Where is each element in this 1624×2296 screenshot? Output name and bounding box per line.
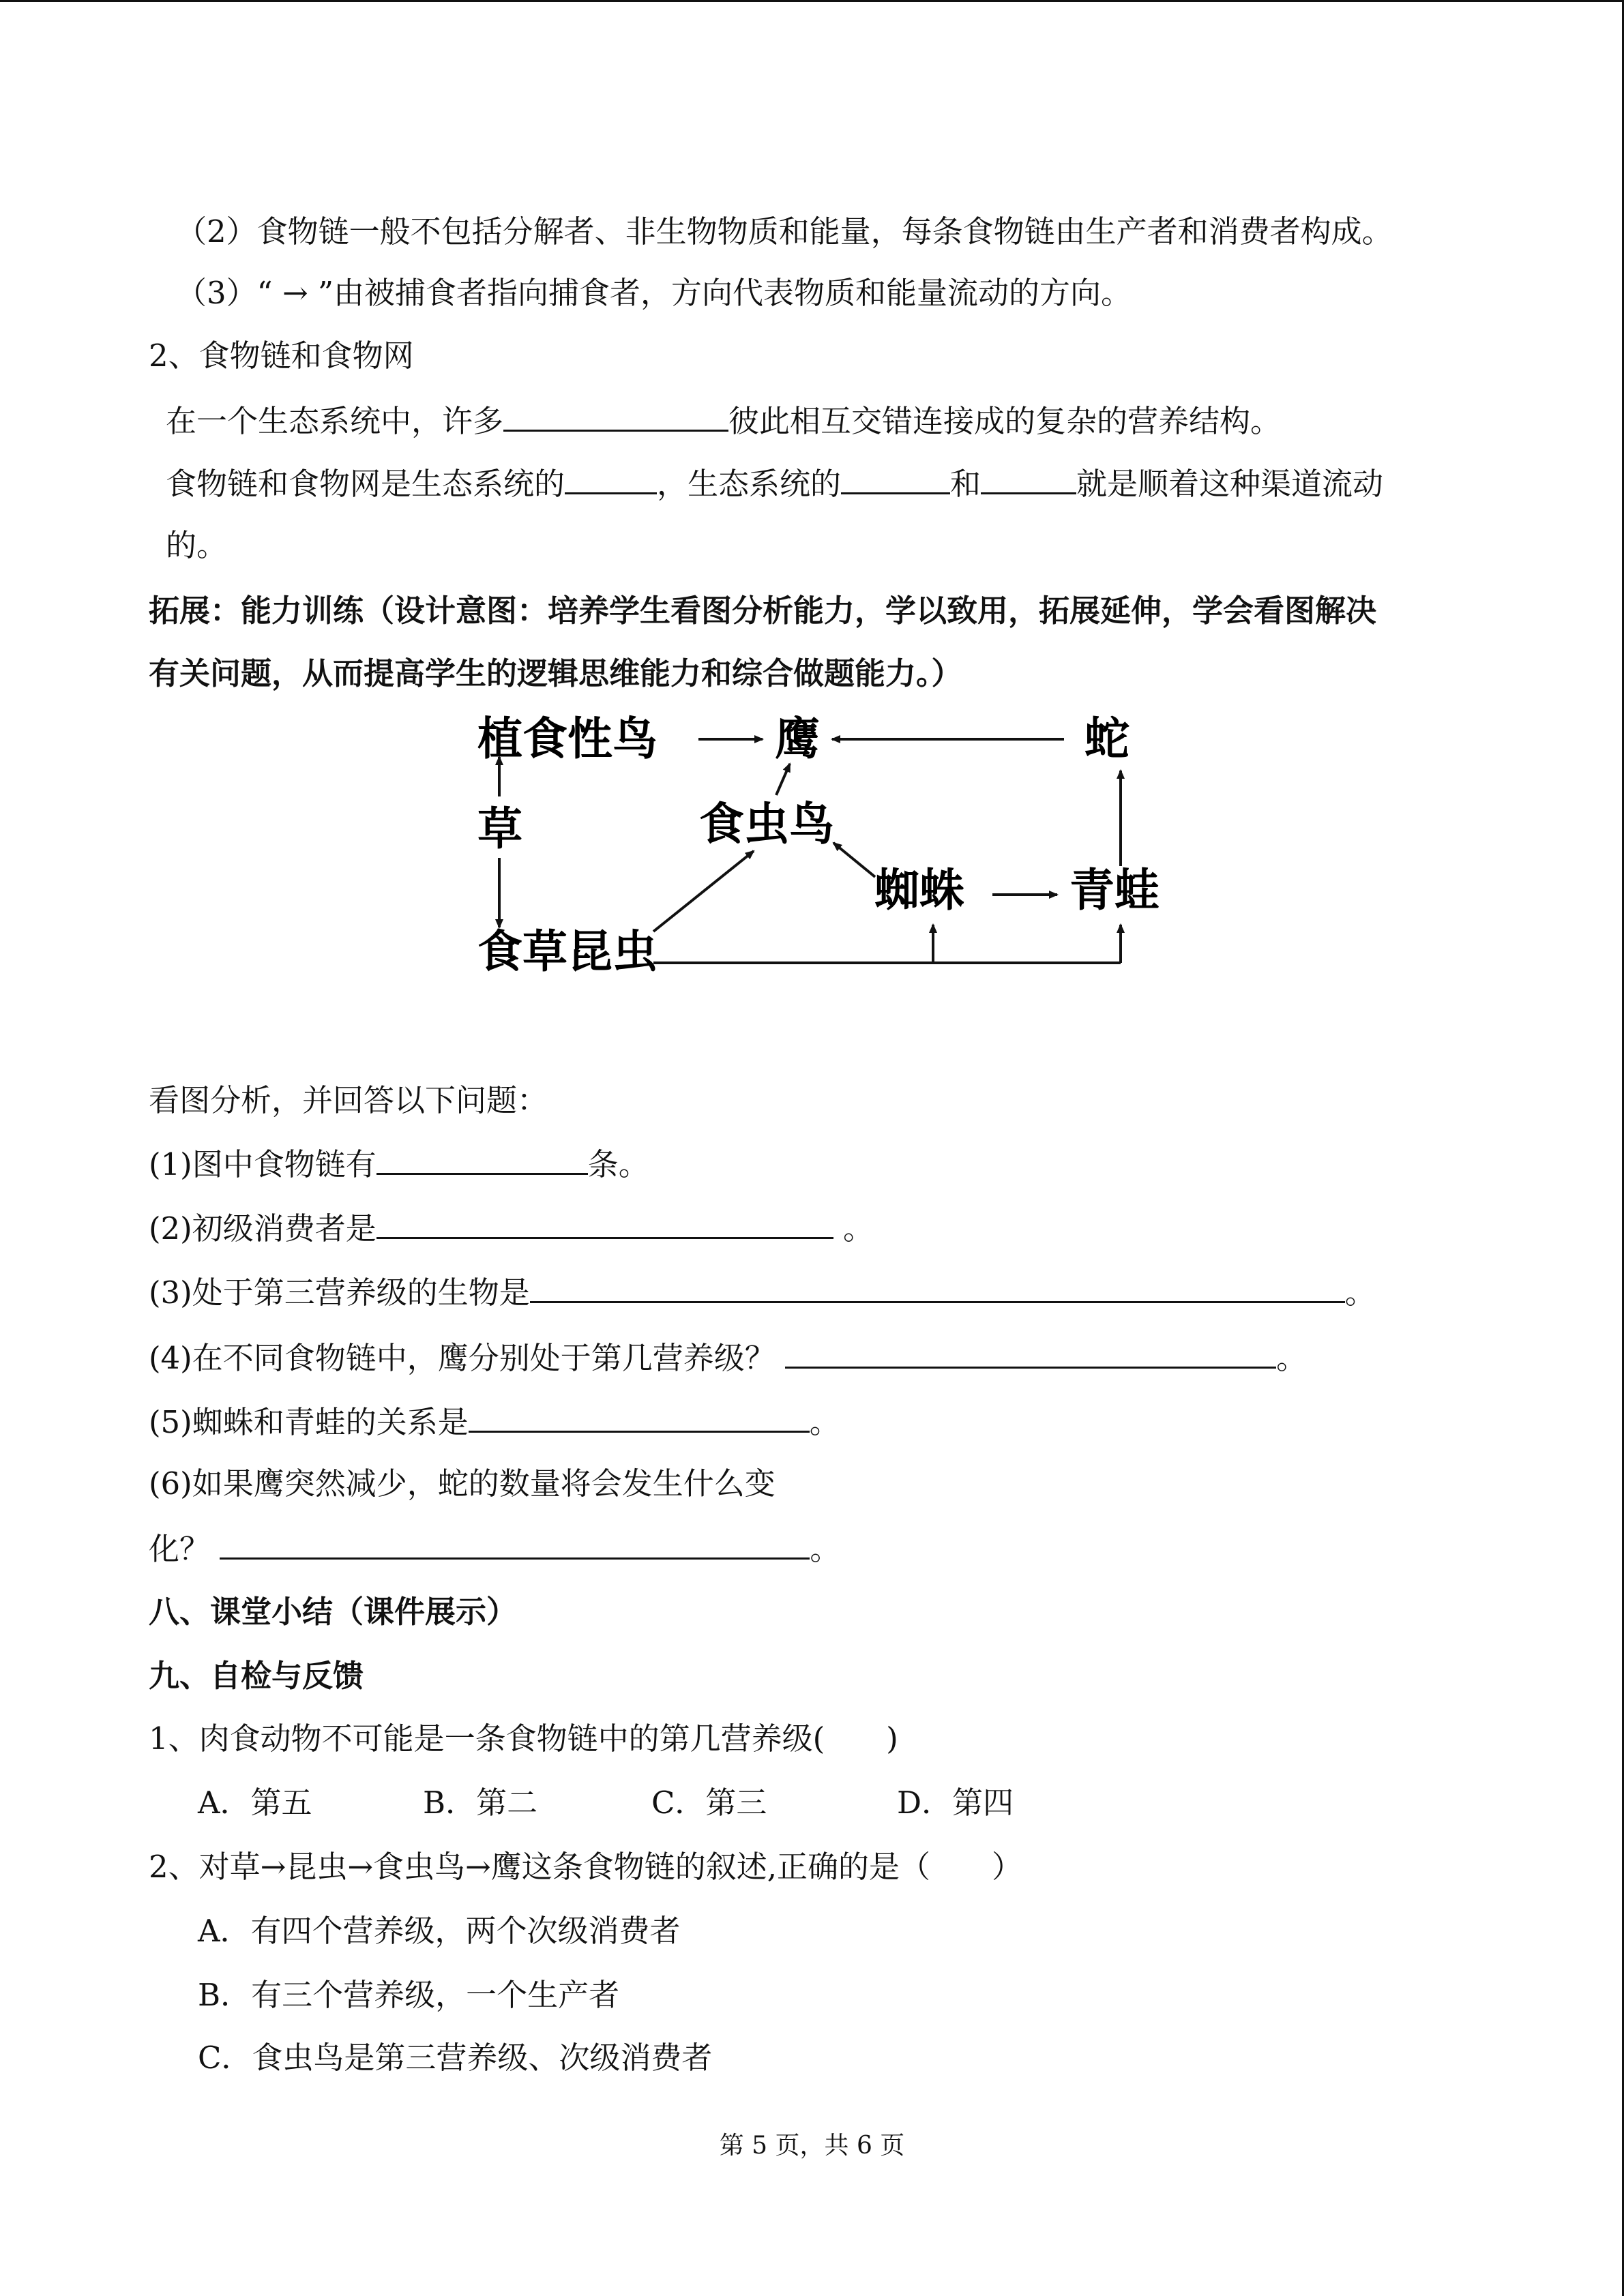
answer-blank[interactable] [841, 462, 950, 494]
extension-heading-line-2: 有关问题，从而提高学生的逻辑思维能力和综合做题能力。） [149, 655, 962, 691]
node-qingwa: 青蛙 [1069, 864, 1160, 916]
answer-blank[interactable] [220, 1527, 810, 1560]
answer-blank[interactable] [530, 1271, 1345, 1303]
food-web-diagram [464, 708, 1187, 997]
section-9-heading: 九、自检与反馈 [149, 1658, 364, 1694]
question-text: (2)初级消费者是 [149, 1210, 377, 1247]
question-5 [149, 1401, 840, 1443]
question-text: 。 [809, 1404, 840, 1440]
question-text: 。 [1276, 1340, 1308, 1376]
check-question-2-option-a[interactable]: A．有四个营养级，两个次级消费者 [198, 1913, 681, 1949]
question-text: 。 [810, 1531, 841, 1567]
question-1 [149, 1143, 649, 1185]
fill-text: 和 [950, 466, 981, 502]
fill-line-channels [166, 462, 1383, 505]
page-footer: 第 5 页，共 6 页 [719, 2132, 905, 2160]
node-she: 蛇 [1084, 713, 1130, 765]
check-question-1: 1、肉食动物不可能是一条食物链中的第几营养级( ) [149, 1720, 898, 1757]
arrow-shicaokunchong-to-shichongniao [653, 851, 754, 931]
check-question-2-option-b[interactable]: B．有三个营养级，一个生产者 [198, 1977, 620, 2013]
section-8-heading: 八、课堂小结（课件展示） [149, 1594, 518, 1630]
fill-text: 彼此相互交错连接成的复杂的营养结构。 [728, 403, 1282, 439]
arrow-shichongniao-to-ying [776, 764, 790, 795]
answer-blank[interactable] [785, 1337, 1276, 1369]
node-shicaokunchong: 食草昆虫 [477, 925, 658, 978]
questions-intro: 看图分析，并回答以下问题： [149, 1082, 548, 1118]
question-4 [149, 1337, 1307, 1379]
fill-text: 在一个生态系统中，许多 [166, 403, 504, 439]
node-shichongniao: 食虫鸟 [699, 798, 834, 850]
question-text: (4)在不同食物链中，鹰分别处于第几营养级？ [149, 1340, 786, 1376]
answer-blank[interactable] [377, 1207, 833, 1239]
question-6-line-1: (6)如果鹰突然减少，蛇的数量将会发生什么变 [149, 1465, 776, 1502]
check-question-2: 2、对草→昆虫→食虫鸟→鹰这条食物链的叙述,正确的是（ ） [149, 1849, 1023, 1885]
page-border-top [0, 0, 1624, 2]
text-line-3: 2、食物链和食物网 [149, 338, 414, 374]
check-question-2-option-c[interactable]: C．食虫鸟是第三营养级、次级消费者 [198, 2040, 713, 2076]
option-b[interactable]: B．第二 [423, 1785, 538, 1821]
check-question-1-options [198, 1783, 1014, 1823]
option-c[interactable]: C．第三 [651, 1785, 767, 1821]
answer-blank[interactable] [503, 400, 728, 432]
extension-heading-line-1: 拓展：能力训练（设计意图：培养学生看图分析能力，学以致用，拓展延伸，学会看图解决 [149, 593, 1377, 629]
node-zhishixingniao: 植食性鸟 [477, 713, 658, 765]
node-cao: 草 [477, 803, 522, 855]
question-2 [149, 1207, 874, 1249]
text-line-6: 的。 [166, 527, 228, 563]
answer-blank[interactable] [469, 1401, 810, 1433]
fill-text: 食物链和食物网是生态系统的 [166, 466, 565, 502]
question-text: (3)处于第三营养级的生物是 [149, 1274, 530, 1311]
question-text: (5)蜘蛛和青蛙的关系是 [149, 1404, 469, 1440]
question-6-line-2 [149, 1527, 840, 1570]
option-d[interactable]: D．第四 [897, 1785, 1014, 1821]
option-a[interactable]: A．第五 [198, 1785, 312, 1821]
text-line-1: （2）食物链一般不包括分解者、非生物物质和能量，每条食物链由生产者和消费者构成。 [176, 213, 1393, 250]
fill-text: 就是顺着这种渠道流动 [1076, 466, 1384, 502]
question-text: 条。 [587, 1146, 649, 1182]
question-3 [149, 1271, 1376, 1313]
question-text: 。 [1344, 1274, 1376, 1311]
answer-blank[interactable] [377, 1143, 588, 1175]
fill-text: ，生态系统的 [657, 466, 842, 502]
node-ying: 鹰 [775, 713, 820, 765]
answer-blank[interactable] [565, 462, 657, 494]
question-text: (1)图中食物链有 [149, 1146, 377, 1182]
question-text: 化？ [149, 1531, 220, 1567]
text-line-2: （3）“ → ”由被捕食者指向捕食者，方向代表物质和能量流动的方向。 [176, 275, 1132, 311]
node-zhizhu: 蜘蛛 [874, 864, 964, 916]
answer-blank[interactable] [981, 462, 1076, 494]
fill-line-food-web [166, 400, 1281, 442]
question-text: 。 [833, 1210, 874, 1247]
arrow-zhizhu-to-shichongniao [833, 843, 875, 877]
food-web-svg [464, 708, 1187, 994]
